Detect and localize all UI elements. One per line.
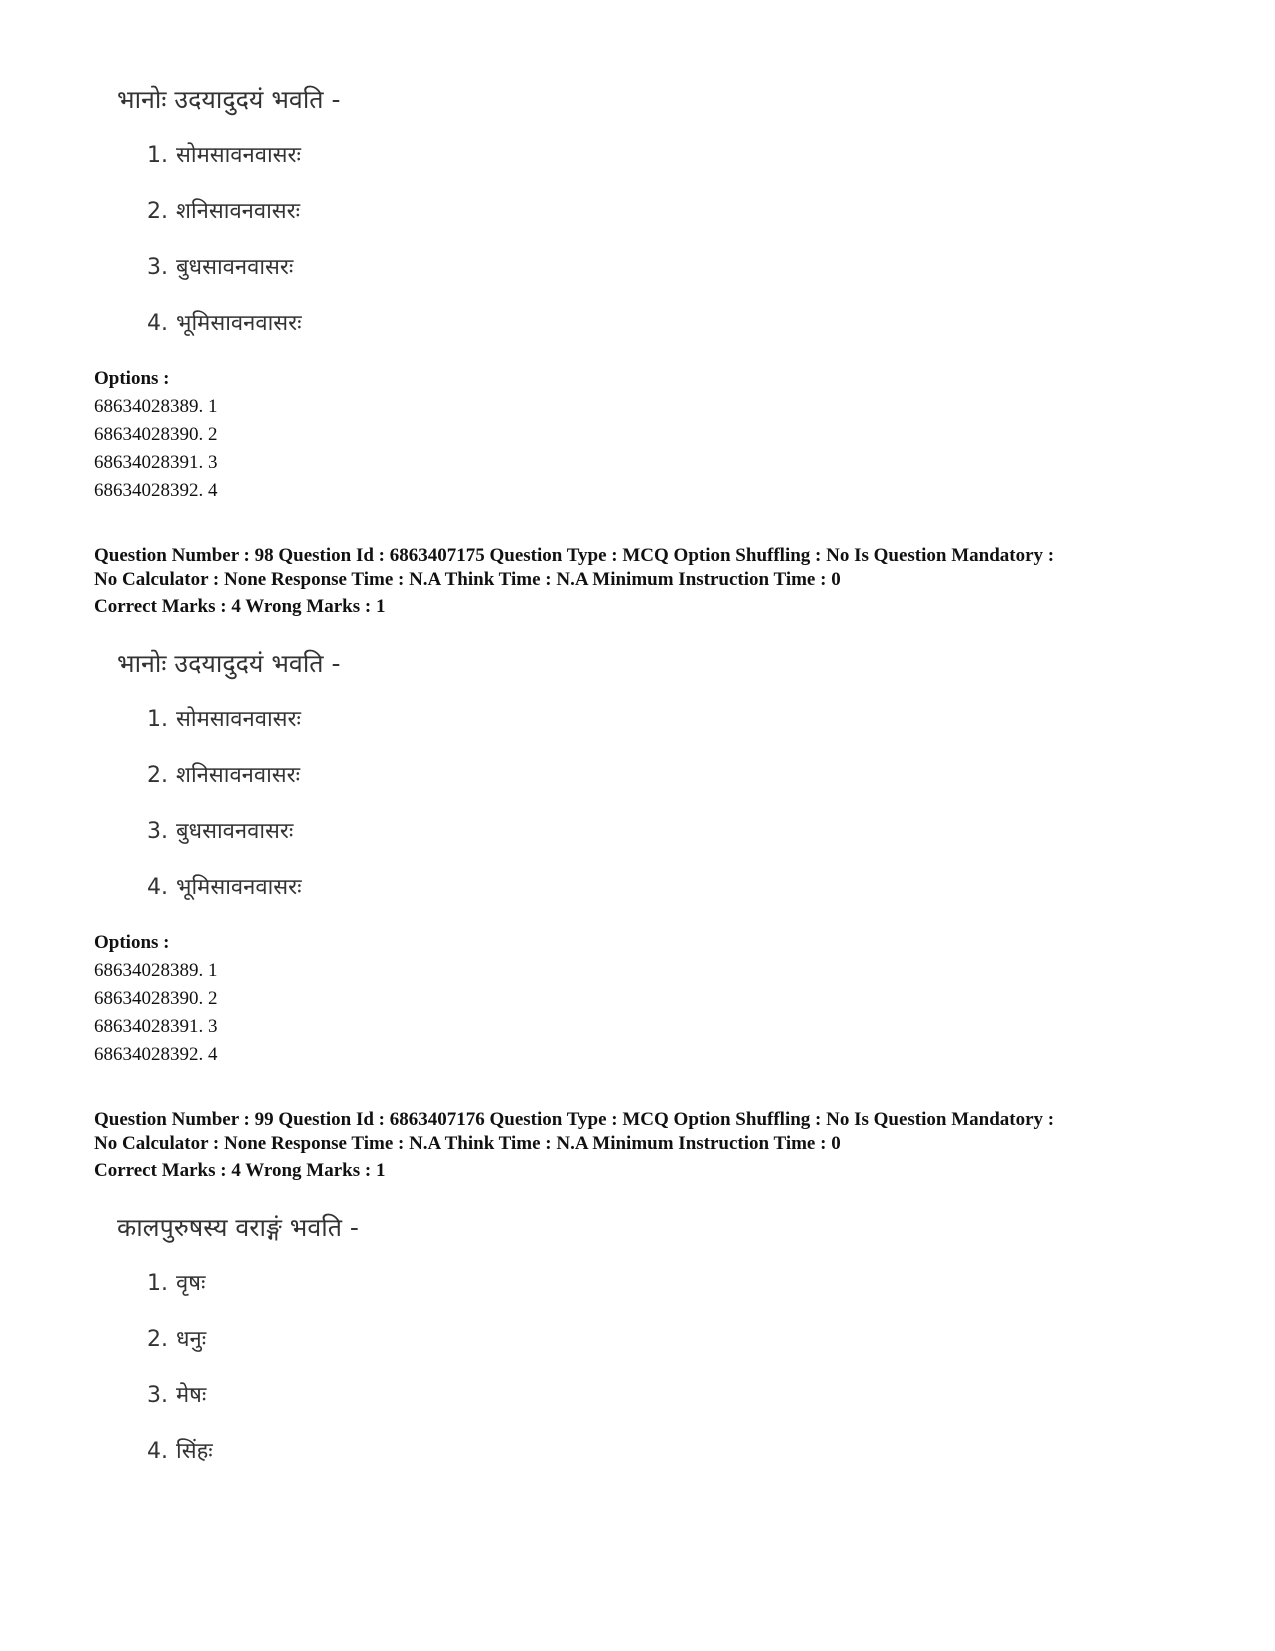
answer-choice-2 xyxy=(147,761,300,791)
answer-text: भूमिसावनवासरः xyxy=(176,311,302,336)
answer-number: 2. xyxy=(147,1327,168,1352)
answer-choice-1 xyxy=(147,705,301,735)
answer-text: शनिसावनवासरः xyxy=(176,763,301,788)
option-row: 68634028389. 1 xyxy=(94,396,218,417)
option-row: 68634028392. 4 xyxy=(94,1044,218,1065)
answer-number: 1. xyxy=(147,143,168,168)
answer-choice-2 xyxy=(147,197,300,227)
question-header xyxy=(94,544,1204,592)
options-title: Options : xyxy=(94,932,170,953)
answer-number: 4. xyxy=(147,875,168,900)
question-stem: भानोः उदयादुदयं भवति - xyxy=(117,649,341,678)
answer-choice-2 xyxy=(147,1325,206,1355)
answer-choice-1 xyxy=(147,1269,205,1299)
answer-text: वृषः xyxy=(176,1271,206,1296)
answer-text: शनिसावनवासरः xyxy=(176,199,301,224)
marks-line: Correct Marks : 4 Wrong Marks : 1 xyxy=(94,1160,386,1181)
answer-text: मेषः xyxy=(176,1383,207,1408)
answer-choice-4 xyxy=(147,873,302,903)
marks-line: Correct Marks : 4 Wrong Marks : 1 xyxy=(94,596,386,617)
answer-text: सोमसावनवासरः xyxy=(176,143,301,168)
question-header xyxy=(94,1108,1204,1156)
answer-choice-3 xyxy=(147,817,293,847)
answer-number: 1. xyxy=(147,1271,168,1296)
question-meta-line-2: No Calculator : None Response Time : N.A Think Time : N.A Minimum Instruction Time : 0 xyxy=(94,1133,841,1154)
option-row: 68634028392. 4 xyxy=(94,480,218,501)
answer-text: सिंहः xyxy=(176,1439,213,1464)
question-meta-line-2: No Calculator : None Response Time : N.A Think Time : N.A Minimum Instruction Time : 0 xyxy=(94,569,841,590)
answer-text: बुधसावनवासरः xyxy=(176,255,294,280)
answer-number: 4. xyxy=(147,311,168,336)
option-row: 68634028390. 2 xyxy=(94,424,218,445)
answer-number: 2. xyxy=(147,763,168,788)
answer-number: 3. xyxy=(147,255,168,280)
answer-number: 2. xyxy=(147,199,168,224)
answer-choice-3 xyxy=(147,1381,206,1411)
answer-number: 4. xyxy=(147,1439,168,1464)
answer-choice-4 xyxy=(147,309,302,339)
answer-choice-1 xyxy=(147,141,301,171)
question-stem: भानोः उदयादुदयं भवति - xyxy=(117,85,341,114)
question-meta-line-1: Question Number : 98 Question Id : 6863407175 Question Type : MCQ Option Shuffling : No Is Question Mandatory : xyxy=(94,545,1055,566)
question-stem: कालपुरुषस्य वराङ्गं भवति - xyxy=(117,1213,359,1242)
answer-choice-4 xyxy=(147,1437,213,1467)
option-row: 68634028391. 3 xyxy=(94,1016,218,1037)
option-row: 68634028391. 3 xyxy=(94,452,218,473)
options-title: Options : xyxy=(94,368,170,389)
answer-number: 1. xyxy=(147,707,168,732)
answer-text: बुधसावनवासरः xyxy=(176,819,294,844)
answer-number: 3. xyxy=(147,1383,168,1408)
question-meta-line-1: Question Number : 99 Question Id : 6863407176 Question Type : MCQ Option Shuffling : No Is Question Mandatory : xyxy=(94,1109,1055,1130)
answer-text: धनुः xyxy=(176,1327,207,1352)
answer-text: भूमिसावनवासरः xyxy=(176,875,302,900)
option-row: 68634028390. 2 xyxy=(94,988,218,1009)
answer-choice-3 xyxy=(147,253,293,283)
answer-number: 3. xyxy=(147,819,168,844)
answer-text: सोमसावनवासरः xyxy=(176,707,301,732)
option-row: 68634028389. 1 xyxy=(94,960,218,981)
